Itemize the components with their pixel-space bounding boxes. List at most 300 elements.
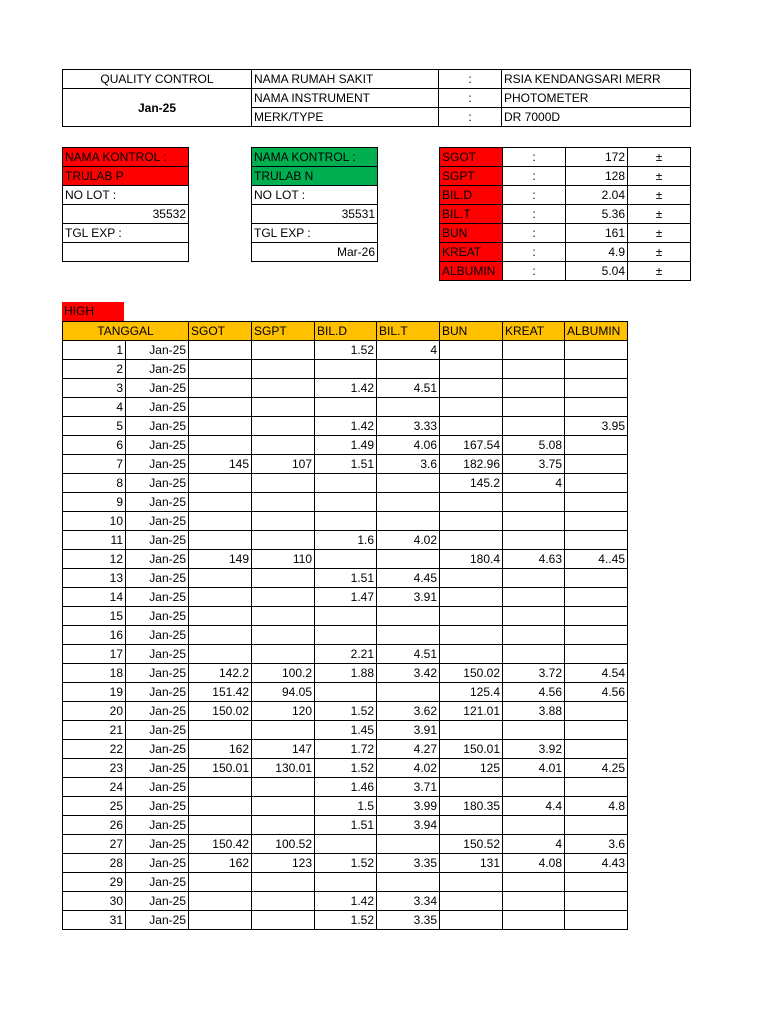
control-n-label: NAMA KONTROL :: [252, 148, 378, 167]
target-pm: ±: [628, 224, 691, 243]
control-n-exp: Mar-26: [252, 243, 378, 262]
value-cell: [440, 569, 503, 588]
value-cell: [189, 569, 252, 588]
table-row: [63, 911, 628, 930]
table-row: [63, 341, 628, 360]
date-cell: Jan-25: [126, 531, 189, 550]
value-cell: [503, 417, 565, 436]
value-cell: [377, 512, 440, 531]
control-n-table: [251, 147, 378, 262]
table-row: [63, 360, 628, 379]
value-cell: [315, 626, 377, 645]
date-cell: Jan-25: [126, 683, 189, 702]
value-cell: 162: [189, 740, 252, 759]
value-cell: 3.6: [377, 455, 440, 474]
value-cell: 4.43: [565, 854, 628, 873]
column-header-bun: BUN: [440, 322, 503, 341]
value-cell: [315, 360, 377, 379]
target-pm: ±: [628, 186, 691, 205]
value-cell: 1.51: [315, 569, 377, 588]
control-n-exp-label: TGL EXP :: [252, 224, 378, 243]
table-row: [63, 607, 628, 626]
value-cell: [565, 911, 628, 930]
value-cell: [315, 474, 377, 493]
day-number: 14: [63, 588, 126, 607]
day-number: 25: [63, 797, 126, 816]
value-cell: [189, 398, 252, 417]
value-cell: 1.47: [315, 588, 377, 607]
value-cell: [503, 816, 565, 835]
table-row: [63, 835, 628, 854]
qc-title: QUALITY CONTROL: [63, 70, 252, 89]
value-cell: [503, 588, 565, 607]
day-number: 27: [63, 835, 126, 854]
value-cell: 2.21: [315, 645, 377, 664]
day-number: 10: [63, 512, 126, 531]
value-cell: [565, 588, 628, 607]
value-cell: 150.52: [440, 835, 503, 854]
header-sep: :: [439, 70, 502, 89]
table-row: [63, 398, 628, 417]
value-cell: [565, 702, 628, 721]
value-cell: [565, 721, 628, 740]
date-cell: Jan-25: [126, 436, 189, 455]
value-cell: 120: [252, 702, 315, 721]
value-cell: 3.33: [377, 417, 440, 436]
date-cell: Jan-25: [126, 379, 189, 398]
value-cell: [440, 721, 503, 740]
value-cell: 3.91: [377, 588, 440, 607]
value-cell: [189, 493, 252, 512]
value-cell: [377, 835, 440, 854]
value-cell: [440, 417, 503, 436]
value-cell: [252, 626, 315, 645]
value-cell: [503, 512, 565, 531]
column-header-tanggal: TANGGAL: [63, 322, 189, 341]
column-header-bilt: BIL.T: [377, 322, 440, 341]
value-cell: [377, 493, 440, 512]
value-cell: [252, 873, 315, 892]
table-row: [63, 493, 628, 512]
value-cell: [565, 645, 628, 664]
table-row: [63, 759, 628, 778]
date-cell: Jan-25: [126, 854, 189, 873]
value-cell: 147: [252, 740, 315, 759]
target-pm: ±: [628, 262, 691, 281]
value-cell: 150.02: [189, 702, 252, 721]
table-row: [63, 702, 628, 721]
value-cell: [189, 626, 252, 645]
day-number: 4: [63, 398, 126, 417]
date-cell: Jan-25: [126, 892, 189, 911]
date-cell: Jan-25: [126, 569, 189, 588]
value-cell: [565, 531, 628, 550]
value-cell: 1.52: [315, 854, 377, 873]
table-row: [63, 417, 628, 436]
value-cell: 180.4: [440, 550, 503, 569]
table-row: [63, 797, 628, 816]
value-cell: [440, 607, 503, 626]
value-cell: [565, 436, 628, 455]
value-cell: 4.01: [503, 759, 565, 778]
control-n-lot-label: NO LOT :: [252, 186, 378, 205]
value-cell: [377, 550, 440, 569]
value-cell: 3.92: [503, 740, 565, 759]
value-cell: [252, 607, 315, 626]
value-cell: 3.6: [565, 835, 628, 854]
target-name: SGOT: [440, 148, 503, 167]
value-cell: [189, 892, 252, 911]
day-number: 17: [63, 645, 126, 664]
target-sep: :: [503, 262, 566, 281]
day-number: 16: [63, 626, 126, 645]
value-cell: 4.51: [377, 379, 440, 398]
target-row: [440, 243, 691, 262]
date-cell: Jan-25: [126, 721, 189, 740]
value-cell: [252, 493, 315, 512]
value-cell: [377, 873, 440, 892]
date-cell: Jan-25: [126, 398, 189, 417]
table-row: [63, 626, 628, 645]
value-cell: 100.52: [252, 835, 315, 854]
target-value: 172: [566, 148, 628, 167]
day-number: 1: [63, 341, 126, 360]
value-cell: 3.71: [377, 778, 440, 797]
value-cell: [565, 455, 628, 474]
value-cell: [189, 341, 252, 360]
value-cell: 4.25: [565, 759, 628, 778]
value-cell: 4: [503, 474, 565, 493]
value-cell: 3.75: [503, 455, 565, 474]
column-header-kreat: KREAT: [503, 322, 565, 341]
date-cell: Jan-25: [126, 816, 189, 835]
value-cell: [377, 474, 440, 493]
target-name: BUN: [440, 224, 503, 243]
value-cell: [503, 911, 565, 930]
value-cell: [252, 588, 315, 607]
value-cell: 3.99: [377, 797, 440, 816]
value-cell: 150.42: [189, 835, 252, 854]
value-cell: 107: [252, 455, 315, 474]
value-cell: 131: [440, 854, 503, 873]
value-cell: 1.5: [315, 797, 377, 816]
value-cell: [503, 778, 565, 797]
target-row: [440, 148, 691, 167]
table-row: [63, 550, 628, 569]
value-cell: [252, 360, 315, 379]
value-cell: [565, 740, 628, 759]
value-cell: 4: [377, 341, 440, 360]
value-cell: [565, 512, 628, 531]
table-row: [63, 664, 628, 683]
value-cell: 3.35: [377, 911, 440, 930]
value-cell: [189, 873, 252, 892]
value-cell: [377, 398, 440, 417]
header-value-hospital: RSIA KENDANGSARI MERR: [502, 70, 691, 89]
value-cell: [189, 379, 252, 398]
control-p-lot: 35532: [63, 205, 189, 224]
value-cell: [315, 835, 377, 854]
date-cell: Jan-25: [126, 588, 189, 607]
date-cell: Jan-25: [126, 702, 189, 721]
column-header-albumin: ALBUMIN: [565, 322, 628, 341]
control-n-name: TRULAB N: [252, 167, 378, 186]
day-number: 28: [63, 854, 126, 873]
value-cell: [503, 607, 565, 626]
value-cell: [189, 436, 252, 455]
table-row: [63, 854, 628, 873]
value-cell: 4.63: [503, 550, 565, 569]
value-cell: [189, 911, 252, 930]
date-cell: Jan-25: [126, 474, 189, 493]
value-cell: [565, 778, 628, 797]
day-number: 30: [63, 892, 126, 911]
date-cell: Jan-25: [126, 417, 189, 436]
value-cell: 3.95: [565, 417, 628, 436]
value-cell: [440, 626, 503, 645]
day-number: 21: [63, 721, 126, 740]
date-cell: Jan-25: [126, 607, 189, 626]
value-cell: 150.02: [440, 664, 503, 683]
day-number: 9: [63, 493, 126, 512]
value-cell: 1.42: [315, 379, 377, 398]
day-number: 22: [63, 740, 126, 759]
target-sep: :: [503, 167, 566, 186]
table-row: [63, 436, 628, 455]
value-cell: [189, 797, 252, 816]
value-cell: [440, 892, 503, 911]
value-cell: 150.01: [189, 759, 252, 778]
table-row: [63, 816, 628, 835]
day-number: 29: [63, 873, 126, 892]
value-cell: [565, 626, 628, 645]
target-value: 4.9: [566, 243, 628, 262]
value-cell: [189, 816, 252, 835]
value-cell: [503, 531, 565, 550]
table-row: [63, 379, 628, 398]
target-sep: :: [503, 186, 566, 205]
target-pm: ±: [628, 243, 691, 262]
value-cell: [440, 360, 503, 379]
day-number: 6: [63, 436, 126, 455]
date-cell: Jan-25: [126, 645, 189, 664]
target-pm: ±: [628, 205, 691, 224]
value-cell: 3.35: [377, 854, 440, 873]
value-cell: 3.42: [377, 664, 440, 683]
control-p-table: [62, 147, 189, 262]
value-cell: 180.35: [440, 797, 503, 816]
target-row: [440, 224, 691, 243]
value-cell: [440, 588, 503, 607]
value-cell: 1.52: [315, 702, 377, 721]
value-cell: 94.05: [252, 683, 315, 702]
value-cell: [440, 531, 503, 550]
control-p-exp-label: TGL EXP :: [63, 224, 189, 243]
date-cell: Jan-25: [126, 493, 189, 512]
value-cell: [565, 816, 628, 835]
date-cell: Jan-25: [126, 835, 189, 854]
date-cell: Jan-25: [126, 455, 189, 474]
day-number: 23: [63, 759, 126, 778]
header-sep: :: [439, 108, 502, 127]
value-cell: [189, 607, 252, 626]
value-cell: 4.06: [377, 436, 440, 455]
date-cell: Jan-25: [126, 740, 189, 759]
value-cell: 3.62: [377, 702, 440, 721]
day-number: 31: [63, 911, 126, 930]
target-value: 5.04: [566, 262, 628, 281]
day-number: 24: [63, 778, 126, 797]
value-cell: 1.6: [315, 531, 377, 550]
value-cell: 5.08: [503, 436, 565, 455]
value-cell: 4.02: [377, 531, 440, 550]
header-value-type: DR 7000D: [502, 108, 691, 127]
day-number: 26: [63, 816, 126, 835]
value-cell: [503, 341, 565, 360]
value-cell: [565, 607, 628, 626]
value-cell: 151.42: [189, 683, 252, 702]
value-cell: [565, 873, 628, 892]
value-cell: [252, 816, 315, 835]
value-cell: [315, 873, 377, 892]
value-cell: [189, 588, 252, 607]
value-cell: [503, 398, 565, 417]
value-cell: 110: [252, 550, 315, 569]
value-cell: 4.02: [377, 759, 440, 778]
value-cell: [252, 797, 315, 816]
day-number: 12: [63, 550, 126, 569]
date-cell: Jan-25: [126, 911, 189, 930]
target-pm: ±: [628, 167, 691, 186]
value-cell: [440, 911, 503, 930]
target-sep: :: [503, 148, 566, 167]
value-cell: 1.88: [315, 664, 377, 683]
targets-table: [439, 147, 691, 281]
value-cell: [252, 569, 315, 588]
value-cell: [189, 474, 252, 493]
value-cell: 142.2: [189, 664, 252, 683]
target-name: BIL.D: [440, 186, 503, 205]
value-cell: 121.01: [440, 702, 503, 721]
table-row: [63, 512, 628, 531]
day-number: 7: [63, 455, 126, 474]
value-cell: [503, 873, 565, 892]
table-row: [63, 569, 628, 588]
value-cell: 123: [252, 854, 315, 873]
value-cell: 4..45: [565, 550, 628, 569]
value-cell: [252, 721, 315, 740]
date-cell: Jan-25: [126, 664, 189, 683]
period: Jan-25: [63, 89, 252, 127]
day-number: 3: [63, 379, 126, 398]
value-cell: [565, 474, 628, 493]
control-p-name: TRULAB P: [63, 167, 189, 186]
value-cell: 145: [189, 455, 252, 474]
value-cell: 125.4: [440, 683, 503, 702]
value-cell: [252, 436, 315, 455]
table-row: [63, 645, 628, 664]
value-cell: [315, 493, 377, 512]
table-row: [63, 683, 628, 702]
value-cell: [252, 531, 315, 550]
target-sep: :: [503, 243, 566, 262]
date-cell: Jan-25: [126, 550, 189, 569]
control-p-exp: [63, 243, 189, 262]
value-cell: 4.08: [503, 854, 565, 873]
value-cell: [440, 512, 503, 531]
value-cell: [252, 398, 315, 417]
value-cell: [503, 360, 565, 379]
value-cell: [377, 360, 440, 379]
value-cell: 1.72: [315, 740, 377, 759]
value-cell: 3.94: [377, 816, 440, 835]
table-row: [63, 892, 628, 911]
value-cell: [189, 645, 252, 664]
column-header-bild: BIL.D: [315, 322, 377, 341]
table-row: [63, 778, 628, 797]
target-sep: :: [503, 205, 566, 224]
day-number: 5: [63, 417, 126, 436]
daily-table: [62, 321, 628, 930]
value-cell: 1.51: [315, 816, 377, 835]
value-cell: [252, 417, 315, 436]
value-cell: [252, 645, 315, 664]
value-cell: [440, 379, 503, 398]
value-cell: 149: [189, 550, 252, 569]
value-cell: 4: [503, 835, 565, 854]
value-cell: [252, 778, 315, 797]
level-label: HIGH: [62, 302, 124, 321]
value-cell: [503, 892, 565, 911]
header-label-type: MERK/TYPE: [252, 108, 439, 127]
date-cell: Jan-25: [126, 512, 189, 531]
value-cell: [252, 892, 315, 911]
target-name: SGPT: [440, 167, 503, 186]
value-cell: [377, 683, 440, 702]
date-cell: Jan-25: [126, 341, 189, 360]
value-cell: [189, 417, 252, 436]
value-cell: 4.56: [503, 683, 565, 702]
value-cell: 1.52: [315, 759, 377, 778]
value-cell: 130.01: [252, 759, 315, 778]
target-row: [440, 205, 691, 224]
value-cell: 4.8: [565, 797, 628, 816]
value-cell: 1.52: [315, 341, 377, 360]
control-p-lot-label: NO LOT :: [63, 186, 189, 205]
value-cell: 125: [440, 759, 503, 778]
value-cell: [440, 341, 503, 360]
value-cell: [252, 512, 315, 531]
table-row: [63, 873, 628, 892]
value-cell: [565, 360, 628, 379]
value-cell: [252, 379, 315, 398]
value-cell: [565, 892, 628, 911]
value-cell: [315, 550, 377, 569]
target-value: 128: [566, 167, 628, 186]
date-cell: Jan-25: [126, 626, 189, 645]
value-cell: 3.91: [377, 721, 440, 740]
table-row: [63, 588, 628, 607]
date-cell: Jan-25: [126, 759, 189, 778]
day-number: 2: [63, 360, 126, 379]
target-row: [440, 262, 691, 281]
target-pm: ±: [628, 148, 691, 167]
day-number: 15: [63, 607, 126, 626]
table-row: [63, 474, 628, 493]
value-cell: [315, 607, 377, 626]
header-table: [62, 69, 691, 127]
table-row: [63, 531, 628, 550]
